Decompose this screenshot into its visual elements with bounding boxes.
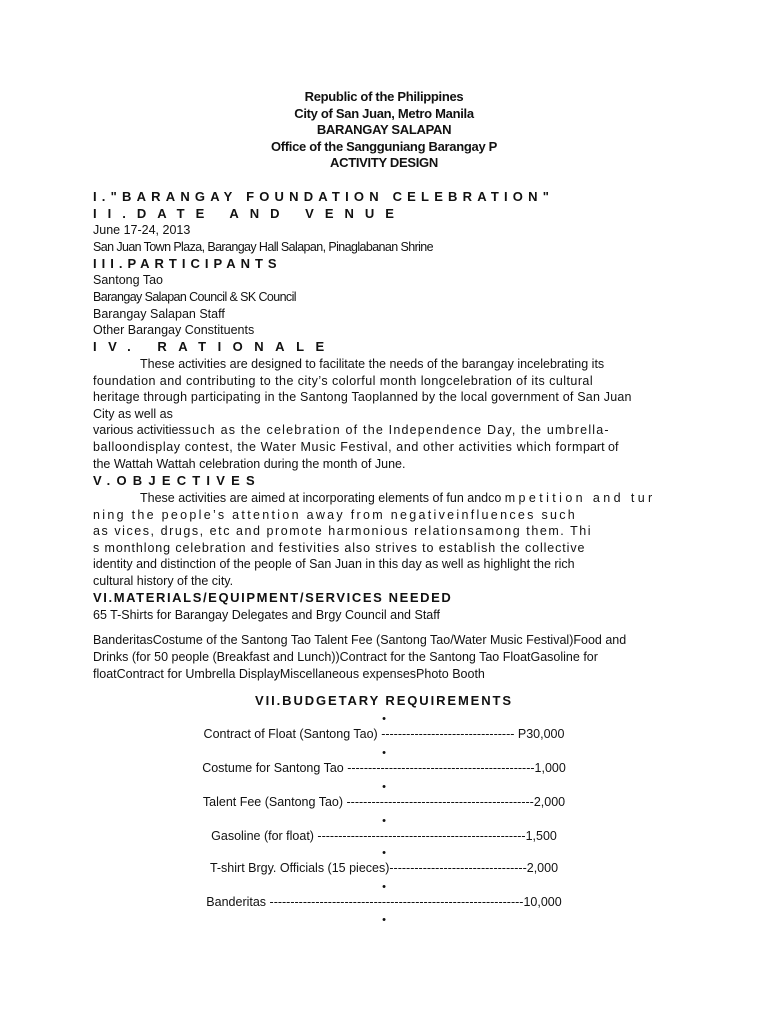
budget-item-banderitas: Banderitas -------------------------------------------------------------10,000 (206, 895, 562, 909)
rationale-line: These activities are designed to facilitate the needs of the barangay incelebrating its (140, 357, 605, 371)
rationale-paragraph (93, 356, 677, 472)
participant-santong-tao: Santong Tao (93, 273, 163, 287)
participant-constituents: Other Barangay Constituents (93, 323, 255, 337)
rationale-line-part: such as the celebration of the Independence Day, the umbrella- (184, 423, 610, 438)
objectives-line (93, 490, 677, 507)
section-1-heading: I."BARANGAY FOUNDATION CELEBRATION" (93, 189, 555, 204)
header-republic: Republic of the Philippines (304, 89, 464, 104)
objectives-line-part: ompetition and tur (494, 491, 656, 505)
section-4-heading: IV. RATIONALE (93, 339, 336, 354)
section-3-heading: III.PARTICIPANTS (93, 256, 282, 271)
budget-item-talent-fee: Talent Fee (Santong Tao) ---------------------------------------------2,000 (202, 795, 566, 809)
bullet: • (382, 847, 386, 859)
materials-line: Drinks (for 50 people (Breakfast and Lunch))Contract for the Santong Tao FloatGasoline for (93, 649, 598, 664)
objectives-paragraph (93, 490, 677, 590)
bullet: • (382, 713, 386, 725)
header-office: Office of the Sangguniang Barangay P (270, 139, 498, 154)
rationale-line: the Wattah Wattah celebration during the month of June. (93, 456, 406, 471)
header-city: City of San Juan, Metro Manila (294, 106, 474, 121)
objectives-line: cultural history of the city. (93, 573, 234, 588)
budget-item-float: Contract of Float (Santong Tao) -------------------------------- P30,000 (203, 727, 565, 741)
materials-line: BanderitasCostume of the Santong Tao Talent Fee (Santong Tao/Water Music Festival)Food and (93, 633, 627, 647)
bullet: • (382, 781, 386, 793)
header-barangay: BARANGAY SALAPAN (316, 122, 452, 137)
rationale-line-part: balloondisplay contest, the Water Music Festival, and other activities which form (93, 439, 583, 454)
objectives-line-part: These activities are aimed at incorporating elements of fun andc (140, 491, 495, 505)
bullet: • (382, 914, 386, 926)
bullet: • (382, 747, 386, 759)
objectives-line: s monthlong celebration and festivities also strives to establish the collective (93, 540, 586, 555)
header-activity-design: ACTIVITY DESIGN (330, 155, 438, 170)
rationale-line (93, 439, 677, 456)
rationale-line-part: various activities (93, 423, 185, 438)
objectives-line: as vices, drugs, etc and promote harmonious relationsamong them. Thi (93, 524, 593, 539)
materials-list-paragraph (93, 632, 677, 682)
rationale-line-part: part of (583, 439, 619, 454)
section-6-heading: VI.MATERIALS/EQUIPMENT/SERVICES NEEDED (93, 590, 453, 605)
budget-item-costume: Costume for Santong Tao ---------------------------------------------1,000 (202, 761, 566, 775)
budget-item-tshirts: T-shirt Brgy. Officials (15 pieces)---------------------------------2,000 (209, 861, 559, 875)
event-venue: San Juan Town Plaza, Barangay Hall Salapan, Pinaglabanan Shrine (93, 240, 434, 254)
section-7-heading: VII.BUDGETARY REQUIREMENTS (255, 693, 513, 708)
event-date: June 17-24, 2013 (93, 223, 191, 237)
rationale-line (93, 422, 677, 439)
section-2-heading: II.DATE AND VENUE (93, 206, 405, 221)
materials-line: floatContract for Umbrella DisplayMiscellaneous expensesPhoto Booth (93, 666, 485, 681)
rationale-line: foundation and contributing to the city’s colorful month longcelebration of its cultural (93, 373, 594, 388)
materials-tshirts: 65 T-Shirts for Barangay Delegates and Brgy Council and Staff (93, 608, 440, 622)
objectives-line: ning the people’s attention away from negativeinfluences such (93, 507, 578, 522)
participant-council: Barangay Salapan Council & SK Council (93, 290, 296, 304)
bullet: • (382, 881, 386, 893)
rationale-line: City as well as (93, 406, 173, 421)
objectives-line: identity and distinction of the people of San Juan in this day as well as highlight the rich (93, 557, 575, 572)
participant-staff: Barangay Salapan Staff (93, 307, 225, 321)
bullet: • (382, 815, 386, 827)
rationale-line: heritage through participating in the Santong Taoplanned by the local government of San Juan (93, 390, 632, 405)
budget-item-gasoline: Gasoline (for float) --------------------------------------------------1,500 (211, 829, 557, 843)
section-5-heading: V.OBJECTIVES (93, 473, 261, 488)
